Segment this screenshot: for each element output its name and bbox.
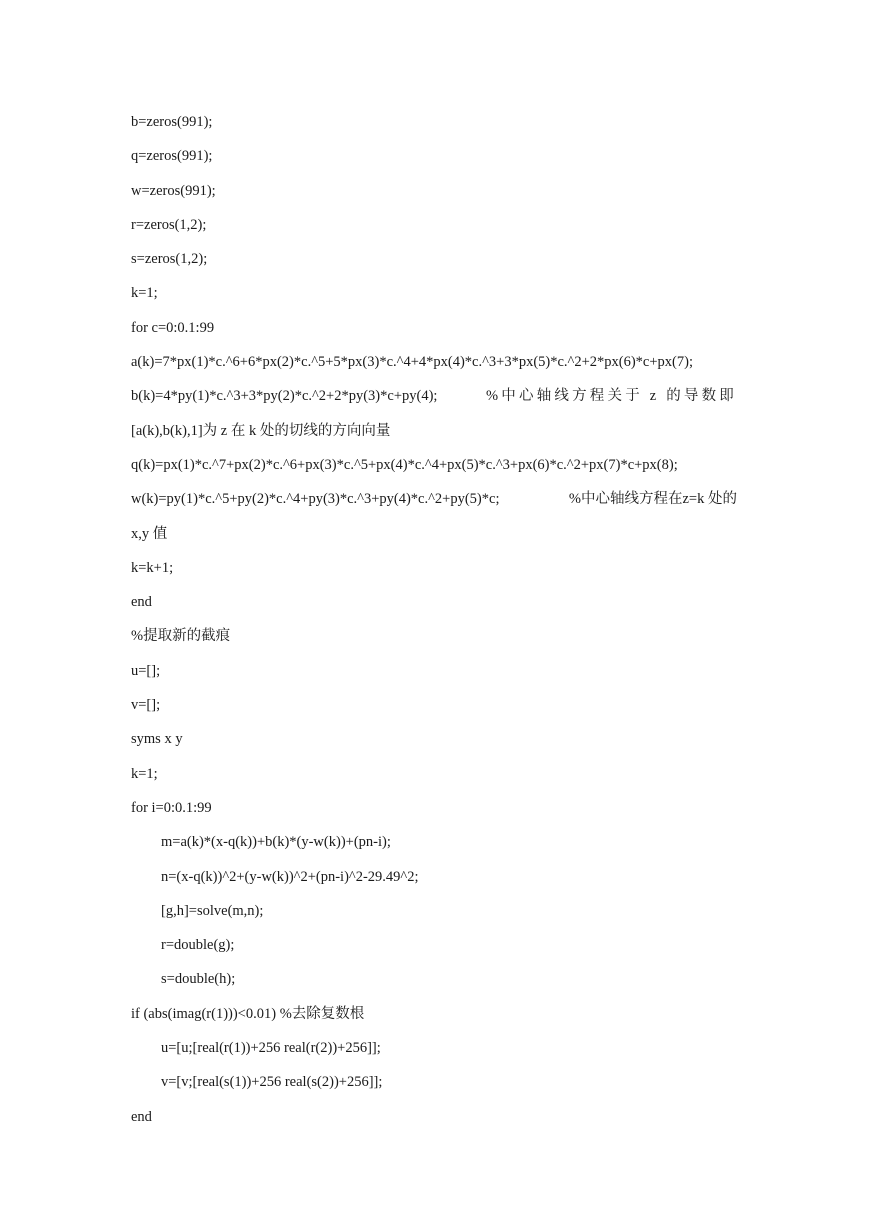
code-text: b=zeros(991); [131,114,213,130]
code-line [131,626,737,660]
code-line [131,215,737,249]
code-line [131,695,737,729]
code-text: q=zeros(991); [131,148,213,165]
code-line [131,1072,737,1106]
code-text: r=double(g); [161,937,235,954]
code-line [131,969,737,1003]
code-text: for c=0:0.1:99 [131,319,215,336]
code-line [131,146,737,180]
code-line [131,249,737,283]
code-line [131,421,737,455]
code-text: x,y 值 [131,525,168,542]
code-text: u=[u;[real(r(1))+256 real(r(2))+256]]; [161,1040,381,1057]
code-comment: %中心轴线方程在z=k 处的 [568,491,737,508]
code-text: %提取新的截痕 [131,628,231,645]
code-line [131,112,737,146]
code-line [131,489,737,523]
code-text: [g,h]=solve(m,n); [161,902,264,919]
code-line [131,764,737,798]
code-line [131,935,737,969]
code-line [131,1107,737,1141]
code-line [131,352,737,386]
code-text: w(k)=py(1)*c.^5+py(2)*c.^4+py(3)*c.^3+py(4)*c.^2+py(5)*c; [131,491,500,508]
code-text: v=[v;[real(s(1))+256 real(s(2))+256]]; [161,1074,383,1091]
code-line [131,558,737,592]
code-text: for i=0:0.1:99 [131,799,212,816]
code-line [131,386,737,420]
code-line [131,867,737,901]
code-text: n=(x-q(k))^2+(y-w(k))^2+(pn-i)^2-29.49^2; [161,868,419,885]
code-text: b(k)=4*py(1)*c.^3+3*py(2)*c.^2+2*py(3)*c+py(4); [131,388,438,405]
code-text: k=1; [131,285,158,302]
code-line [131,318,737,352]
code-line [131,661,737,695]
code-line [131,1004,737,1038]
code-listing [131,112,737,1141]
code-text: s=zeros(1,2); [131,251,208,268]
code-line [131,729,737,763]
code-text: k=k+1; [131,559,174,576]
code-line [131,455,737,489]
code-text: [a(k),b(k),1]为 z 在 k 处的切线的方向向量 [131,422,391,439]
code-comment: %中心轴线方程关于 z 的导数即 [486,388,737,405]
code-text: u=[]; [131,662,161,679]
code-text: if (abs(imag(r(1)))<0.01) %去除复数根 [131,1005,365,1022]
code-line [131,901,737,935]
code-text: end [131,1108,152,1125]
code-line [131,283,737,317]
code-line [131,798,737,832]
code-text: m=a(k)*(x-q(k))+b(k)*(y-w(k))+(pn-i); [161,834,391,851]
code-line [131,181,737,215]
code-line [131,524,737,558]
code-text: a(k)=7*px(1)*c.^6+6*px(2)*c.^5+5*px(3)*c.^4+4*px(4)*c.^3+3*px(5)*c.^2+2*px(6)*c+px(7); [131,354,693,371]
code-text: end [131,594,152,611]
code-text: q(k)=px(1)*c.^7+px(2)*c.^6+px(3)*c.^5+px(4)*c.^4+px(5)*c.^3+px(6)*c.^2+px(7)*c+px(8); [131,456,678,473]
code-line [131,832,737,866]
code-line [131,592,737,626]
code-line [131,1038,737,1072]
code-text: r=zeros(1,2); [131,216,207,233]
code-text: w=zeros(991); [131,182,216,199]
code-text: k=1; [131,765,158,782]
code-text: v=[]; [131,697,161,714]
code-text: syms x y [131,731,183,748]
code-text: s=double(h); [161,971,236,988]
